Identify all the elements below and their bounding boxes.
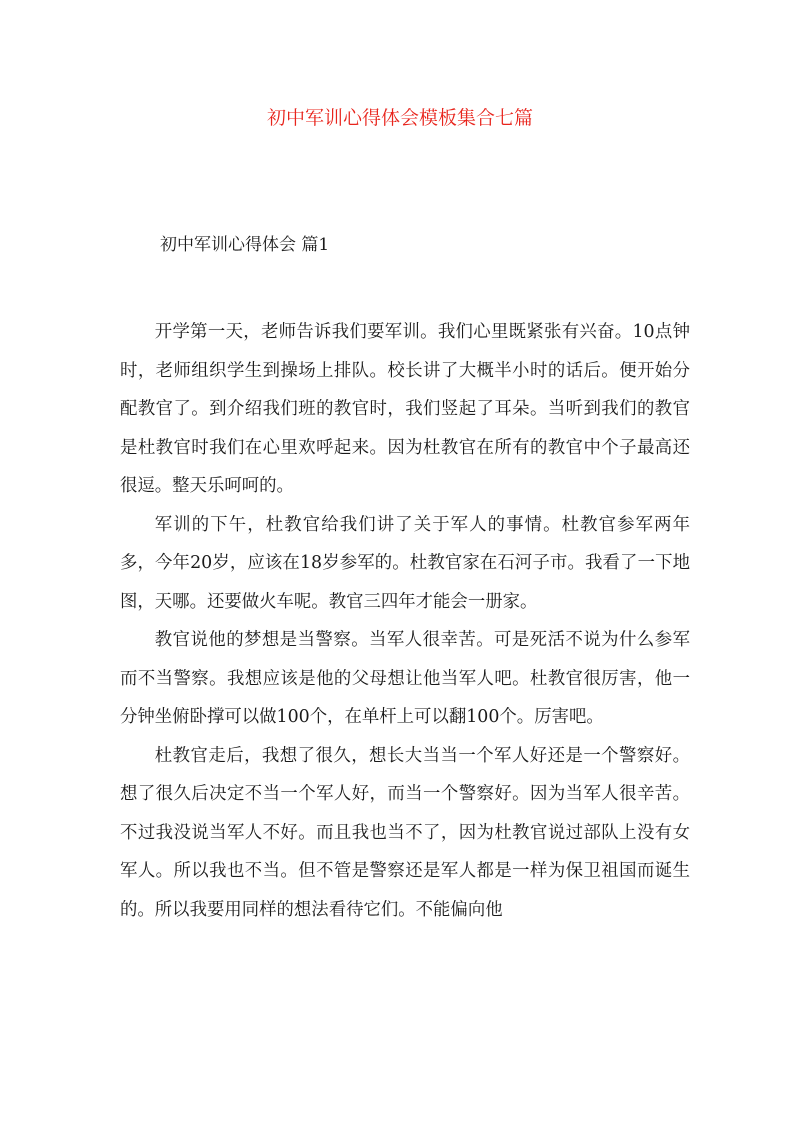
paragraph-3: 教官说他的梦想是当警察。当军人很幸苦。可是死活不说为什么参军而不当警察。我想应该是他的父母想让他当军人吧。杜教官很厉害，他一分钟坐俯卧撑可以做100个，在单杆上可以翻100个。厉害吧。	[120, 630, 690, 727]
paragraph-2: 军训的下午，杜教官给我们讲了关于军人的事情。杜教官参军两年多，今年20岁，应该在18岁参军的。杜教官家在石河子市。我看了一下地图，天哪。还要做火车呢。教官三四年才能会一册家。	[120, 514, 690, 612]
paragraph-4: 杜教官走后，我想了很久，想长大当当一个军人好还是一个警察好。想了很久后决定不当一个军人好，而当一个警察好。因为当军人很辛苦。不过我没说当军人不好。而且我也当不了，因为杜教官说过部队上没有女军人。所以我也不当。但不管是警察还是军人都是一样为保卫祖国而诞生的。所以我要用同样的想法看待它们。不能偏向他	[120, 745, 690, 920]
document-body	[120, 313, 690, 929]
section-heading: 初中军训心得体会 篇1	[160, 235, 330, 255]
document-title: 初中军训心得体会模板集合七篇	[266, 107, 533, 129]
paragraph-1: 开学第一天，老师告诉我们要军训。我们心里既紧张有兴奋。10点钟时，老师组织学生到操场上排队。校长讲了大概半小时的话后。便开始分配教官了。到介绍我们班的教官时，我们竖起了耳朵。当听到我们的教官是杜教官时我们在心里欢呼起来。因为杜教官在所有的教官中个子最高还很逗。整天乐呵呵的。	[120, 322, 690, 496]
